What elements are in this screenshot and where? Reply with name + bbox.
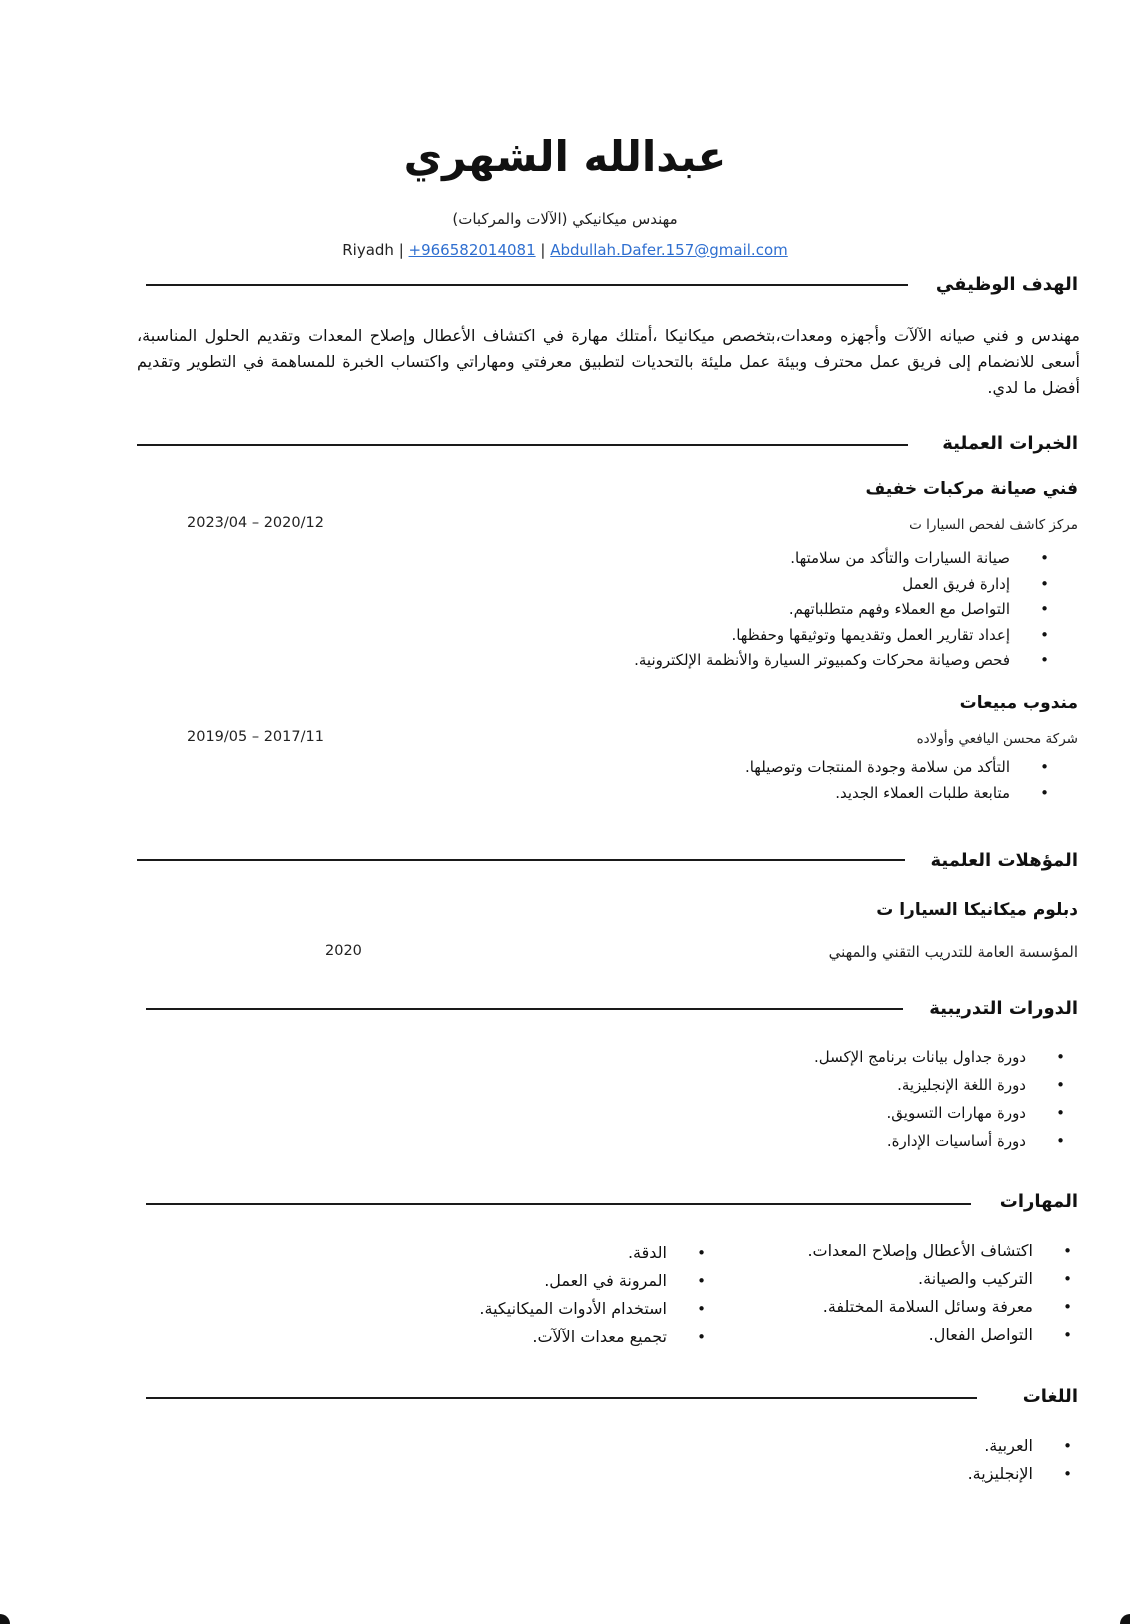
list-item: • تجميع معدات الآلآت.	[479, 1323, 667, 1351]
phone-link[interactable]: +966582014081	[408, 241, 536, 259]
list-item: • العربية.	[968, 1432, 1033, 1460]
institution-name: المؤسسة العامة للتدريب التقني والمهني	[828, 943, 1078, 961]
list-item: • المرونة في العمل.	[479, 1267, 667, 1295]
list-item: • التواصل مع العملاء وفهم متطلباتهم.	[634, 597, 1010, 623]
email-link[interactable]: Abdullah.Dafer.157@gmail.com	[550, 241, 788, 259]
list-item: • الإنجليزية.	[968, 1460, 1033, 1488]
skills-heading: المهارات	[999, 1191, 1078, 1212]
candidate-name: عبدالله الشهري	[403, 132, 727, 181]
courses-heading: الدورات التدريبية	[929, 998, 1078, 1019]
job-title: فني صيانة مركبات خفيف	[865, 479, 1078, 499]
list-item: • معرفة وسائل السلامة المختلفة.	[807, 1293, 1033, 1321]
list-item: • اكتشاف الأعطال وإصلاح المعدات.	[807, 1237, 1033, 1265]
job-dates: 2023/04 – 2020/12	[187, 515, 324, 531]
section-divider	[146, 1008, 903, 1010]
skills-list-column-2	[479, 1239, 667, 1351]
candidate-job-title: مهندس ميكانيكي (الآلات والمركبات)	[452, 210, 678, 228]
section-divider	[146, 1203, 971, 1205]
courses-list	[814, 1043, 1026, 1155]
list-item: • فحص وصيانة محركات وكمبيوتر السيارة والأنظمة الإلكترونية.	[634, 648, 1010, 674]
section-divider	[146, 1397, 977, 1399]
list-item: • صيانة السيارات والتأكد من سلامتها.	[634, 546, 1010, 572]
list-item: • دورة اللغة الإنجليزية.	[814, 1071, 1026, 1099]
section-divider	[146, 284, 908, 286]
section-divider	[137, 444, 908, 446]
objective-text: مهندس و فني صيانه الآلآت وأجهزه ومعدات،بتخصص ميكانيكا ،أمتلك مهارة في اكتشاف الأعطال وإصلاح المعدات وتقديم الحلول المناسبة، أسعى للانضمام إلى فريق عمل محترف وبيئة عمل مليئة بالتحديات لتطبيق معرفتي ومهاراتي واكتساب الخبرة للمساهمة في التطوير وتقديم أفضل ما لدي.	[137, 326, 1080, 397]
languages-heading: اللغات	[1022, 1386, 1078, 1407]
list-item: • التركيب والصيانة.	[807, 1265, 1033, 1293]
list-item: • دورة مهارات التسويق.	[814, 1099, 1026, 1127]
contact-separator: |	[393, 241, 409, 259]
job-company: شركة محسن اليافعي وأولاده	[916, 731, 1078, 747]
list-item: • دورة أساسيات الإدارة.	[814, 1127, 1026, 1155]
job-duties-list	[634, 546, 1010, 674]
degree-title: دبلوم ميكانيكا السيارا ت	[876, 900, 1078, 920]
education-heading: المؤهلات العلمية	[930, 850, 1078, 871]
contact-city: Riyadh	[342, 241, 394, 259]
list-item: • متابعة طلبات العملاء الجديد.	[745, 781, 1010, 807]
objective-heading: الهدف الوظيفي	[935, 274, 1078, 295]
section-divider	[137, 859, 905, 861]
experience-heading: الخبرات العملية	[942, 433, 1078, 454]
list-item: • إعداد تقارير العمل وتقديمها وتوثيقها وحفظها.	[634, 623, 1010, 649]
job-title: مندوب مبيعات	[959, 693, 1078, 713]
contact-separator: |	[535, 241, 551, 259]
job-dates: 2019/05 – 2017/11	[187, 729, 324, 745]
job-company: مركز كاشف لفحص السيارا ت	[909, 517, 1078, 533]
list-item: • دورة جداول بيانات برنامج الإكسل.	[814, 1043, 1026, 1071]
job-duties-list	[745, 755, 1010, 806]
list-item: • التأكد من سلامة وجودة المنتجات وتوصيلها.	[745, 755, 1010, 781]
languages-list	[968, 1432, 1033, 1488]
list-item: • الدقة.	[479, 1239, 667, 1267]
list-item: • التواصل الفعال.	[807, 1321, 1033, 1349]
list-item: • إدارة فريق العمل	[634, 572, 1010, 598]
contact-line	[0, 241, 1130, 259]
list-item: • استخدام الأدوات الميكانيكية.	[479, 1295, 667, 1323]
skills-list-column-1	[807, 1237, 1033, 1349]
graduation-year: 2020	[325, 943, 362, 959]
